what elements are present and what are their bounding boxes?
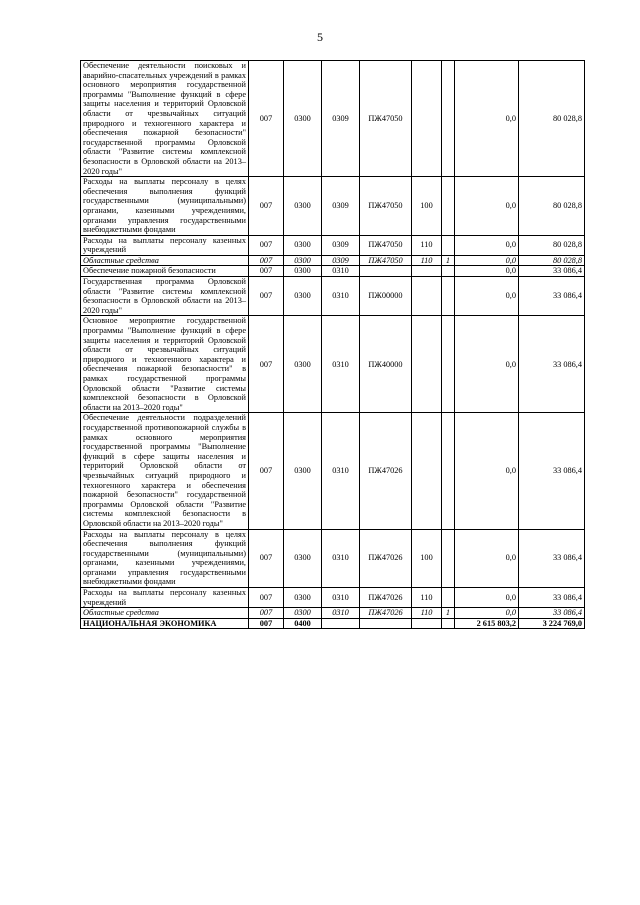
cell-change-amount: 0,0 bbox=[455, 529, 519, 588]
table-body bbox=[81, 61, 585, 629]
cell-total-amount: 33 086,4 bbox=[519, 266, 585, 277]
cell-change-amount: 2 615 803,2 bbox=[455, 618, 519, 629]
cell-change-amount: 0,0 bbox=[455, 316, 519, 413]
cell-change-amount: 0,0 bbox=[455, 255, 519, 266]
cell-target-article: ПЖ47026 bbox=[360, 608, 412, 619]
cell-administrator-code: 007 bbox=[249, 529, 284, 588]
cell-subsection-code: 0310 bbox=[322, 316, 360, 413]
table-row bbox=[81, 255, 585, 266]
cell-name: Обеспечение деятельности поисковых и аварийно-спасательных учреждений в рамках основного мероприятия государственной программы "Выполнение функций в сфере защиты населения и территорий Орловской области от чрезвычайных ситуаций природного и техногенного характера и обеспечения пожарной безопасности" государственной программы Орловской области "Развитие системы комплексной безопасности в Орловской области на 2013–2020 годы" bbox=[81, 61, 249, 177]
cell-name: Основное мероприятие государственной программы "Выполнение функций в сфере защиты населения и территорий Орловской области от чрезвычайных ситуаций природного и техногенного характера и обеспечения пожарной безопасности" в рамках государственной программы Орловской области "Развитие системы комплексной безопасности в Орловской области на 2013–2020 годы" bbox=[81, 316, 249, 413]
cell-total-amount: 33 086,4 bbox=[519, 529, 585, 588]
cell-section-code: 0300 bbox=[284, 277, 322, 316]
cell-change-amount: 0,0 bbox=[455, 277, 519, 316]
cell-subsection-code: 0310 bbox=[322, 529, 360, 588]
cell-total-amount: 80 028,8 bbox=[519, 61, 585, 177]
table-row bbox=[81, 618, 585, 629]
cell-funding-source: 1 bbox=[442, 608, 455, 619]
cell-administrator-code: 007 bbox=[249, 235, 284, 255]
cell-subsection-code: 0309 bbox=[322, 61, 360, 177]
cell-funding-source bbox=[442, 529, 455, 588]
cell-change-amount: 0,0 bbox=[455, 61, 519, 177]
cell-total-amount: 33 086,4 bbox=[519, 316, 585, 413]
cell-name: Областные средства bbox=[81, 255, 249, 266]
cell-expense-type bbox=[412, 618, 442, 629]
cell-subsection-code: 0309 bbox=[322, 177, 360, 236]
table-row bbox=[81, 529, 585, 588]
cell-subsection-code: 0310 bbox=[322, 277, 360, 316]
table-row bbox=[81, 61, 585, 177]
cell-section-code: 0300 bbox=[284, 588, 322, 608]
cell-total-amount: 33 086,4 bbox=[519, 608, 585, 619]
cell-expense-type bbox=[412, 266, 442, 277]
cell-section-code: 0300 bbox=[284, 177, 322, 236]
cell-funding-source bbox=[442, 413, 455, 529]
cell-section-code: 0300 bbox=[284, 266, 322, 277]
cell-funding-source bbox=[442, 588, 455, 608]
cell-expense-type bbox=[412, 316, 442, 413]
cell-name: Расходы на выплаты персоналу казенных учреждений bbox=[81, 588, 249, 608]
cell-section-code: 0300 bbox=[284, 413, 322, 529]
cell-expense-type bbox=[412, 61, 442, 177]
cell-administrator-code: 007 bbox=[249, 266, 284, 277]
cell-target-article: ПЖ40000 bbox=[360, 316, 412, 413]
cell-subsection-code: 0309 bbox=[322, 255, 360, 266]
cell-administrator-code: 007 bbox=[249, 618, 284, 629]
cell-administrator-code: 007 bbox=[249, 61, 284, 177]
cell-funding-source bbox=[442, 235, 455, 255]
cell-expense-type bbox=[412, 413, 442, 529]
cell-target-article: ПЖ47050 bbox=[360, 61, 412, 177]
cell-target-article: ПЖ47050 bbox=[360, 255, 412, 266]
cell-expense-type: 100 bbox=[412, 177, 442, 236]
cell-section-code: 0400 bbox=[284, 618, 322, 629]
cell-name: Обеспечение пожарной безопасности bbox=[81, 266, 249, 277]
cell-section-code: 0300 bbox=[284, 608, 322, 619]
cell-administrator-code: 007 bbox=[249, 277, 284, 316]
cell-change-amount: 0,0 bbox=[455, 608, 519, 619]
cell-administrator-code: 007 bbox=[249, 608, 284, 619]
table-row bbox=[81, 588, 585, 608]
table-row bbox=[81, 277, 585, 316]
table-row bbox=[81, 235, 585, 255]
cell-change-amount: 0,0 bbox=[455, 235, 519, 255]
cell-expense-type: 110 bbox=[412, 588, 442, 608]
cell-section-code: 0300 bbox=[284, 61, 322, 177]
cell-name: Обеспечение деятельности подразделений государственной противопожарной службы в рамках основного мероприятия государственной программы "Выполнение функций в сфере защиты населения и территорий Орловской области от чрезвычайных ситуаций природного и техногенного характера и обеспечения пожарной безопасности" государственной программы Орловской области "Развитие системы комплексной безопасности в Орловской области на 2013–2020 годы" bbox=[81, 413, 249, 529]
cell-section-code: 0300 bbox=[284, 529, 322, 588]
cell-target-article: ПЖ47050 bbox=[360, 177, 412, 236]
cell-total-amount: 33 086,4 bbox=[519, 277, 585, 316]
cell-section-code: 0300 bbox=[284, 235, 322, 255]
cell-expense-type: 110 bbox=[412, 235, 442, 255]
cell-funding-source bbox=[442, 277, 455, 316]
cell-subsection-code: 0310 bbox=[322, 413, 360, 529]
table-row bbox=[81, 177, 585, 236]
cell-target-article: ПЖ00000 bbox=[360, 277, 412, 316]
cell-name: Расходы на выплаты персоналу казенных учреждений bbox=[81, 235, 249, 255]
cell-funding-source bbox=[442, 61, 455, 177]
cell-administrator-code: 007 bbox=[249, 177, 284, 236]
cell-section-code: 0300 bbox=[284, 255, 322, 266]
cell-funding-source: 1 bbox=[442, 255, 455, 266]
table-row bbox=[81, 413, 585, 529]
cell-target-article: ПЖ47026 bbox=[360, 529, 412, 588]
cell-subsection-code bbox=[322, 618, 360, 629]
cell-funding-source bbox=[442, 316, 455, 413]
table-row bbox=[81, 266, 585, 277]
cell-target-article: ПЖ47026 bbox=[360, 588, 412, 608]
table-row bbox=[81, 316, 585, 413]
cell-subsection-code: 0309 bbox=[322, 235, 360, 255]
cell-administrator-code: 007 bbox=[249, 413, 284, 529]
cell-name: Расходы на выплаты персоналу в целях обеспечения выполнения функций государственными (муниципальными) органами, казенными учреждениями, органами управления государственными внебюджетными фондами bbox=[81, 529, 249, 588]
cell-expense-type bbox=[412, 277, 442, 316]
cell-expense-type: 110 bbox=[412, 255, 442, 266]
table-row bbox=[81, 608, 585, 619]
cell-total-amount: 33 086,4 bbox=[519, 413, 585, 529]
cell-funding-source bbox=[442, 266, 455, 277]
cell-target-article: ПЖ47026 bbox=[360, 413, 412, 529]
cell-total-amount: 80 028,8 bbox=[519, 235, 585, 255]
cell-change-amount: 0,0 bbox=[455, 266, 519, 277]
cell-administrator-code: 007 bbox=[249, 316, 284, 413]
cell-expense-type: 100 bbox=[412, 529, 442, 588]
budget-table bbox=[80, 60, 585, 629]
cell-target-article bbox=[360, 618, 412, 629]
cell-expense-type: 110 bbox=[412, 608, 442, 619]
cell-name: Областные средства bbox=[81, 608, 249, 619]
cell-administrator-code: 007 bbox=[249, 255, 284, 266]
cell-subsection-code: 0310 bbox=[322, 266, 360, 277]
cell-change-amount: 0,0 bbox=[455, 413, 519, 529]
cell-change-amount: 0,0 bbox=[455, 588, 519, 608]
cell-subsection-code: 0310 bbox=[322, 608, 360, 619]
cell-target-article: ПЖ47050 bbox=[360, 235, 412, 255]
cell-section-code: 0300 bbox=[284, 316, 322, 413]
cell-name: НАЦИОНАЛЬНАЯ ЭКОНОМИКА bbox=[81, 618, 249, 629]
cell-total-amount: 3 224 769,0 bbox=[519, 618, 585, 629]
cell-target-article bbox=[360, 266, 412, 277]
cell-name: Государственная программа Орловской области "Развитие системы комплексной безопасности в Орловской области на 2013–2020 годы" bbox=[81, 277, 249, 316]
cell-funding-source bbox=[442, 177, 455, 236]
cell-name: Расходы на выплаты персоналу в целях обеспечения выполнения функций государственными (муниципальными) органами, казенными учреждениями, органами управления государственными внебюджетными фондами bbox=[81, 177, 249, 236]
cell-subsection-code: 0310 bbox=[322, 588, 360, 608]
cell-total-amount: 33 086,4 bbox=[519, 588, 585, 608]
cell-funding-source bbox=[442, 618, 455, 629]
cell-change-amount: 0,0 bbox=[455, 177, 519, 236]
cell-administrator-code: 007 bbox=[249, 588, 284, 608]
page-number: 5 bbox=[317, 30, 323, 44]
cell-total-amount: 80 028,8 bbox=[519, 177, 585, 236]
cell-total-amount: 80 028,8 bbox=[519, 255, 585, 266]
